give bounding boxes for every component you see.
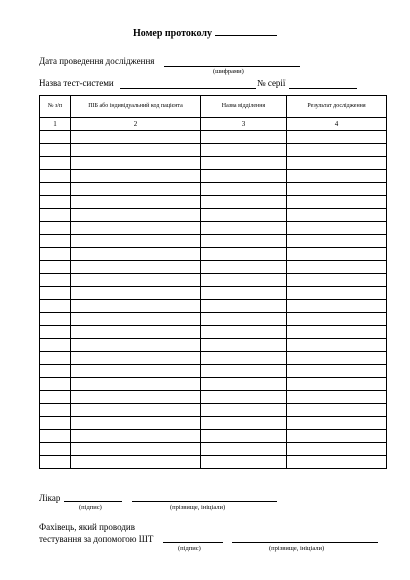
header-department: Назва відділення [201,96,287,118]
protocol-number-title [0,26,410,39]
table-cell [40,300,71,313]
table-cell [201,404,287,417]
table-cell [71,339,201,352]
table-cell [71,222,201,235]
table-cell [201,235,287,248]
table-cell [71,170,201,183]
study-date-hint: (шифрами) [213,68,244,75]
table-cell [287,157,387,170]
table-cell [201,209,287,222]
table-cell [40,209,71,222]
column-number: 2 [71,118,201,131]
table-cell [287,417,387,430]
table-cell [71,274,201,287]
table-cell [287,287,387,300]
table-cell [40,157,71,170]
table-cell [201,443,287,456]
table-cell [201,391,287,404]
table-cell [201,274,287,287]
table-row [40,404,387,417]
table-cell [287,183,387,196]
table-row [40,365,387,378]
table-cell [201,261,287,274]
doctor-name-hint: (прізвище, ініціали) [170,504,226,511]
table-cell [40,235,71,248]
table-cell [201,326,287,339]
table-cell [71,417,201,430]
table-cell [71,131,201,144]
table-cell [71,404,201,417]
doctor-signature-blank [64,501,122,502]
table-row [40,183,387,196]
table-row [40,339,387,352]
table-cell [71,209,201,222]
header-patient: ПІБ або індивідуальний код пацієнта [71,96,201,118]
column-number: 3 [201,118,287,131]
table-row [40,300,387,313]
table-cell [287,209,387,222]
table-cell [40,326,71,339]
table-cell [201,365,287,378]
table-cell [71,365,201,378]
table-cell [71,144,201,157]
header-number: № з/п [40,96,71,118]
specialist-name-hint: (прізвище, ініціали) [269,545,325,552]
column-number-row [40,118,387,131]
table-cell [287,404,387,417]
table-cell [201,183,287,196]
table-cell [201,313,287,326]
doctor-signature-hint: (підпис) [79,504,102,511]
table-cell [201,287,287,300]
column-number: 1 [40,118,71,131]
specialist-label-line2: тестування за допомогою ШТ [39,534,154,544]
table-cell [40,287,71,300]
study-date-blank [164,66,300,67]
table-cell [40,274,71,287]
table-cell [287,170,387,183]
table-cell [287,352,387,365]
table-cell [40,430,71,443]
protocol-number-blank [215,26,277,36]
table-row [40,352,387,365]
column-number: 4 [287,118,387,131]
table-cell [71,196,201,209]
table-cell [40,183,71,196]
table-cell [40,417,71,430]
table-cell [287,248,387,261]
table-cell [287,456,387,469]
table-cell [71,378,201,391]
table-cell [201,222,287,235]
table-row [40,313,387,326]
table-cell [287,261,387,274]
series-label: № серії [257,78,286,88]
table-row [40,157,387,170]
table-row [40,261,387,274]
table-cell [71,157,201,170]
table-cell [201,248,287,261]
table-row [40,235,387,248]
table-cell [201,352,287,365]
table-row [40,131,387,144]
table-cell [40,248,71,261]
table-cell [40,313,71,326]
table-cell [71,261,201,274]
table-cell [201,300,287,313]
table-cell [40,339,71,352]
table-row [40,248,387,261]
table-cell [201,144,287,157]
table-cell [71,391,201,404]
table-cell [71,235,201,248]
table-cell [71,248,201,261]
table-cell [201,417,287,430]
specialist-label-line1: Фахівець, який проводив [39,522,136,532]
table-cell [71,313,201,326]
table-cell [287,300,387,313]
table-row [40,144,387,157]
table-cell [201,430,287,443]
doctor-name-blank [132,501,277,502]
table-row [40,274,387,287]
table-cell [287,339,387,352]
table-cell [71,430,201,443]
table-cell [287,313,387,326]
table-cell [201,196,287,209]
table-cell [201,378,287,391]
table-cell [287,274,387,287]
table-cell [287,391,387,404]
table-row [40,456,387,469]
table-cell [287,430,387,443]
table-row [40,170,387,183]
results-table [39,95,387,469]
table-cell [40,144,71,157]
table-row [40,196,387,209]
table-row [40,391,387,404]
test-system-label: Назва тест-системи [39,78,114,88]
table-cell [71,300,201,313]
table-cell [40,352,71,365]
doctor-label: Лікар [39,493,61,503]
table-cell [40,196,71,209]
table-cell [40,222,71,235]
test-system-blank [120,88,256,89]
table-cell [287,131,387,144]
table-cell [40,261,71,274]
table-cell [71,183,201,196]
table-cell [287,378,387,391]
table-cell [71,287,201,300]
table-row [40,287,387,300]
table-cell [40,170,71,183]
table-cell [287,222,387,235]
table-cell [287,144,387,157]
table-row [40,222,387,235]
table-cell [40,443,71,456]
table-cell [40,404,71,417]
specialist-signature-hint: (підпис) [178,545,201,552]
table-cell [40,456,71,469]
table-cell [201,131,287,144]
table-cell [40,391,71,404]
table-cell [40,365,71,378]
table-cell [201,157,287,170]
table-cell [287,235,387,248]
table-row [40,378,387,391]
study-date-label: Дата проведення дослідження [39,56,155,66]
table-row [40,443,387,456]
series-blank [289,88,357,89]
table-cell [287,365,387,378]
table-cell [287,443,387,456]
table-cell [40,131,71,144]
table-row [40,417,387,430]
table-cell [71,326,201,339]
table-cell [201,170,287,183]
table-cell [71,352,201,365]
protocol-number-label: Номер протоколу [133,28,212,39]
table-cell [71,443,201,456]
table-cell [201,456,287,469]
header-result: Результат дослідження [287,96,387,118]
table-row [40,209,387,222]
specialist-name-blank [232,542,378,543]
table-cell [71,456,201,469]
table-cell [287,326,387,339]
table-row [40,430,387,443]
table-cell [201,339,287,352]
specialist-signature-blank [163,542,223,543]
table-cell [40,378,71,391]
table-row [40,326,387,339]
table-header-row [40,96,387,118]
table-cell [287,196,387,209]
